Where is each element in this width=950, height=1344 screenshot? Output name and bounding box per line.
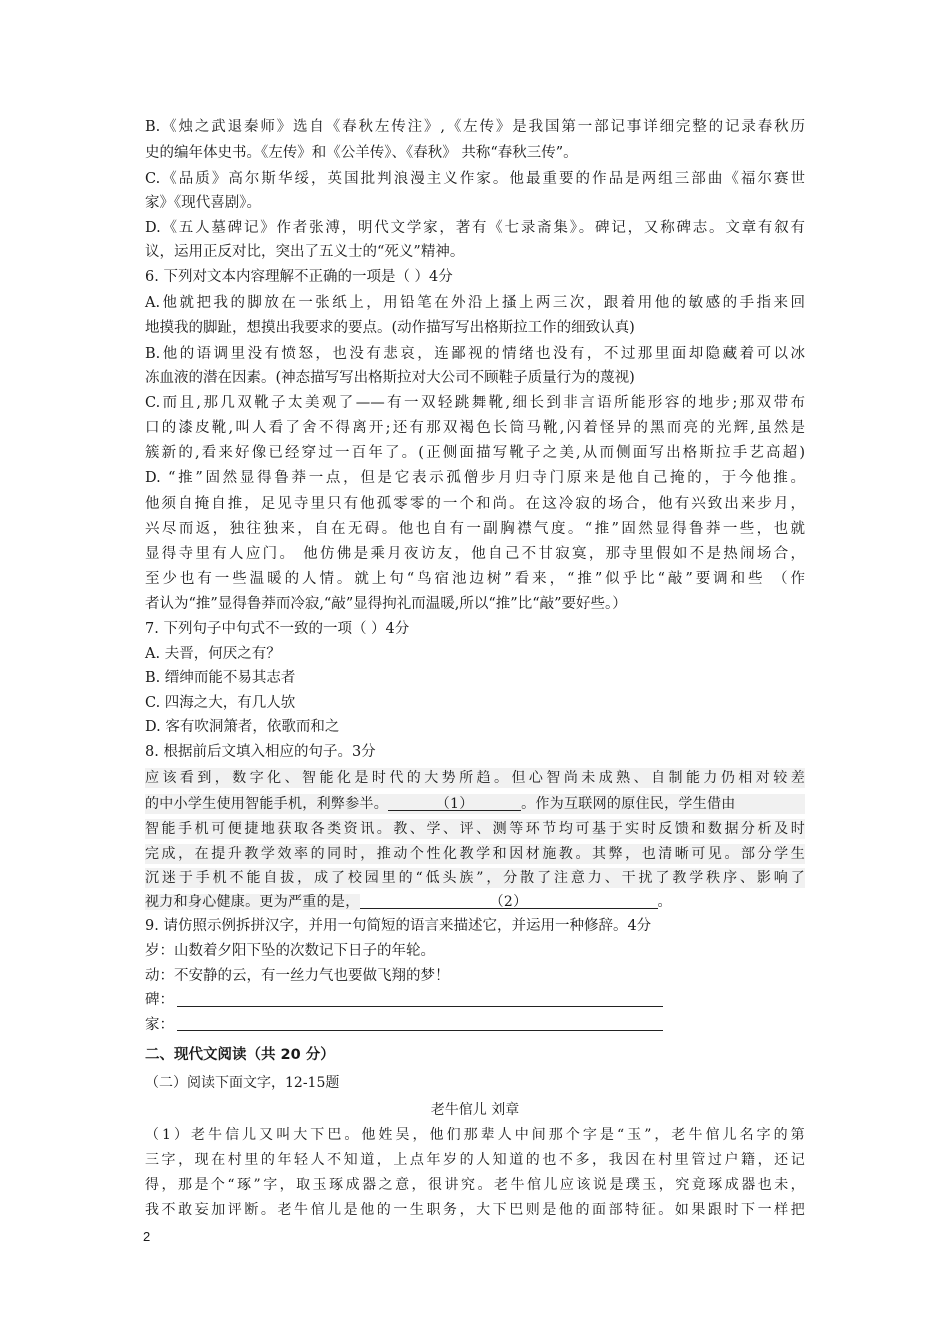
article-line: 三字，现在村里的年轻人不知道，上点年岁的人知道的也不多，我因在村里管过户籍，还记: [145, 1152, 805, 1168]
text-line: C.《品质》高尔斯华绥，英国批判浪漫主义作家。他最重要的作品是两组三部曲《福尔赛世: [145, 171, 805, 187]
option-d: D. “推”固然显得鲁莽一点，但是它表示孤僧步月归寺门原来是他自己掩的，于今他推。: [145, 470, 805, 486]
answer-blank-1[interactable]: （1）: [388, 794, 521, 811]
passage-text: 的中小学生使用智能手机，利弊参半。: [145, 796, 389, 812]
text-line: 地摸我的脚趾，想摸出我要求的要点。(动作描写写出格斯拉工作的细致认真): [145, 320, 635, 336]
option-a: A.他就把我的脚放在一张纸上，用铅笔在外沿上搔上两三次，跟着用他的敏感的手指来回: [145, 295, 805, 311]
text-line: 口的漆皮靴,叫人看了舍不得离开;还有那双褐色长筒马靴,闪着怪异的黑而亮的光辉,虽然是: [145, 420, 805, 436]
passage-line: [145, 892, 805, 912]
passage-line: [145, 794, 805, 814]
option-a: A. 夫晋，何厌之有？: [145, 646, 281, 662]
section-heading: 二、现代文阅读（共 20 分）: [145, 1047, 335, 1063]
example-line: 岁：山数着夕阳下坠的次数记下日子的年轮。: [145, 943, 435, 959]
passage-text: 视力和身心健康。更为严重的是，: [145, 894, 360, 910]
question-9-title: 9. 请仿照示例拆拼汉字，并用一句简短的语言来描述它，并运用一种修辞。4分: [145, 918, 652, 934]
section-subheading: （二）阅读下面文字，12-15题: [145, 1075, 340, 1091]
passage-line: 应该看到，数字化、智能化是时代的大势所趋。但心智尚未成熟、自制能力仍相对较差: [145, 770, 805, 786]
passage-text: 。作为互联网的原住民，学生借由: [521, 796, 736, 812]
text-line: B.《烛之武退秦师》选自《春秋左传注》,《左传》是我国第一部记事详细完整的记录春秋历: [145, 119, 805, 135]
answer-label: 碑：: [145, 992, 174, 1008]
text-line: 家》《现代喜剧》。: [145, 195, 261, 211]
answer-blank-2[interactable]: （2）: [360, 892, 658, 909]
text-line: 冻血液的潜在因素。(神态描写写出格斯拉对大公司不顾鞋子质量行为的蔑视): [145, 370, 635, 386]
option-d: D. 客有吹洞箫者，依歌而和之: [145, 719, 340, 735]
text-line: 至少也有一些温暖的人情。就上句“鸟宿池边树”看来，“推”似乎比“敲”要调和些 （作: [145, 571, 805, 587]
option-b: B.他的语调里没有愤怒，也没有悲哀，连鄙视的情绪也没有，不过那里面却隐藏着可以冰: [145, 346, 805, 362]
article-title: 老牛倌儿 刘章: [430, 1102, 520, 1118]
text-line: 簇新的,看来好像已经穿过一百年了。(正侧面描写靴子之美,从而侧面写出格斯拉手艺高超): [145, 445, 805, 461]
text-line: 兴尽而返，独往独来，自在无碍。他也自有一副胸襟气度。“推”固然显得鲁莽一些，也就: [145, 521, 805, 537]
text-line: D.《五人墓碑记》作者张溥，明代文学家，著有《七录斋集》。碑记，又称碑志。文章有叙有: [145, 220, 805, 236]
option-c: C.而且,那几双靴子太美观了——有一双轻跳舞靴,细长到非言语所能形容的地步;那双带布: [145, 395, 805, 411]
question-7-title: 7. 下列句子中句式不一致的一项（ ）4分: [145, 621, 410, 637]
answer-line[interactable]: [177, 1030, 663, 1031]
text-line: 史的编年体史书。《左传》和《公羊传》、《春秋》 共称“春秋三传”。: [145, 145, 578, 161]
option-b: B. 缙绅而能不易其志者: [145, 670, 296, 686]
page-number: 2: [143, 1229, 151, 1244]
text-line: 显得寺里有人应门。 他仿佛是乘月夜访友，他自己不甘寂寞，那寺里假如不是热闹场合，: [145, 546, 805, 562]
text-line: 他须自掩自推，足见寺里只有他孤零零的一个和尚。在这冷寂的场合，他有兴致出来步月，: [145, 496, 805, 512]
passage-text: 。: [657, 894, 672, 910]
question-6-title: 6. 下列对文本内容理解不正确的一项是（ ）4分: [145, 269, 453, 285]
passage-line: 智能手机可便捷地获取各类资讯。教、学、评、测等环节均可基于实时反馈和数据分析及时: [145, 821, 805, 837]
passage-line: 沉迷于手机不能自拔，成了校园里的“低头族”，分散了注意力、干扰了教学秩序、影响了: [145, 870, 805, 886]
article-line: 我不敢妄加评断。老牛倌儿是他的一生职务，大下巴则是他的面部特征。如果跟时下一样把: [145, 1202, 805, 1218]
article-line: 得，那是个“琢”字，取玉琢成器之意，很讲究。老牛倌儿应该说是璞玉，究竟琢成器也未，: [145, 1177, 805, 1193]
article-line: （1）老牛信儿又叫大下巴。他姓吴，他们那辈人中间那个字是“玉”，老牛倌儿名字的第: [145, 1127, 805, 1143]
text-line: 者认为“推”显得鲁莽而冷寂,“敲”显得拘礼而温暖,所以“推”比“敲”要好些。）: [145, 596, 627, 612]
answer-label: 家：: [145, 1017, 174, 1033]
answer-line[interactable]: [177, 1006, 663, 1007]
question-8-title: 8. 根据前后文填入相应的句子。3分: [145, 744, 376, 760]
text-line: 议，运用正反对比，突出了五义士的“死义”精神。: [145, 244, 465, 260]
option-c: C. 四海之大，有几人欤: [145, 695, 296, 711]
passage-line: 完成，在提升教学效率的同时，推动个性化教学和因材施教。其弊，也清晰可见。部分学生: [145, 846, 805, 862]
example-line: 动：不安静的云，有一丝力气也要做飞翔的梦！: [145, 968, 450, 984]
